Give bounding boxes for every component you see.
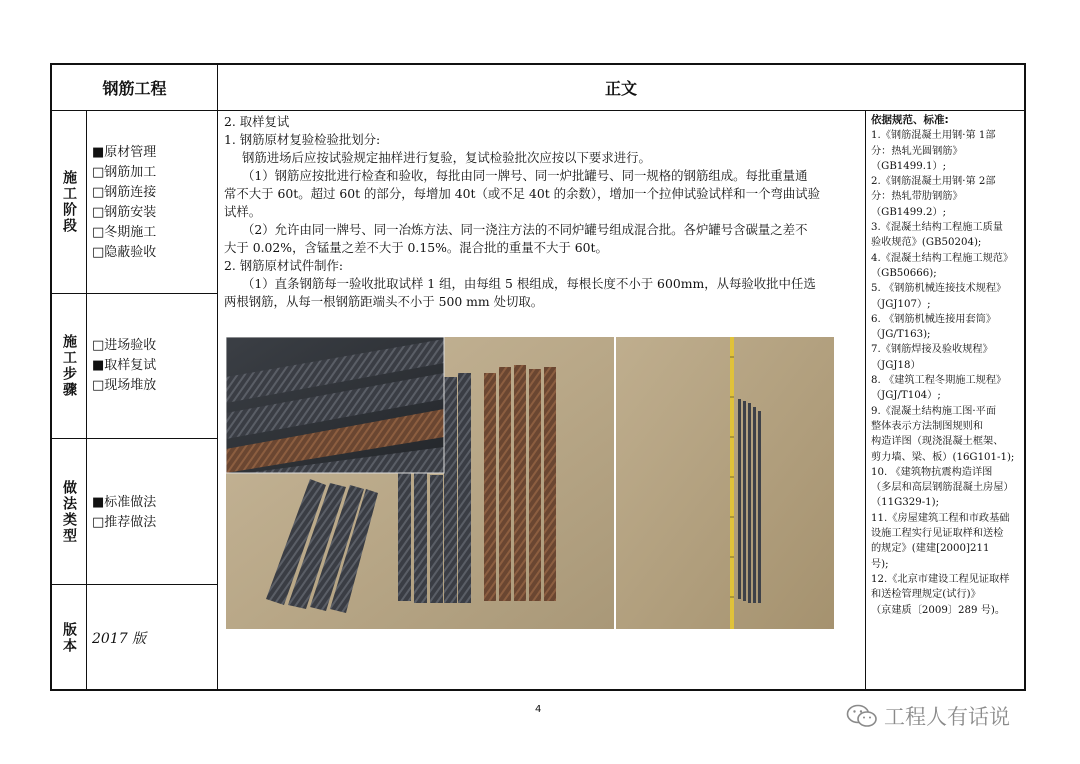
- reference-line: 1.《钢筋混凝土用钢·第 1部: [871, 130, 996, 142]
- sidebar-item: □推荐做法: [92, 515, 157, 530]
- rebar-closeup-inset: [226, 337, 444, 473]
- reference-line: 整体表示方法制图规则和: [871, 420, 984, 432]
- reference-line: 剪力墙、梁、板）(16G101-1);: [871, 451, 1015, 463]
- reference-line: （GB1499.2）;: [871, 206, 947, 218]
- sidebar-item: ■标准做法: [92, 495, 157, 510]
- reference-line: 分：热轧光圆钢筋》: [871, 145, 963, 157]
- reference-line: 12.《北京市建设工程见证取样: [871, 573, 1010, 585]
- reference-line: 2.《钢筋混凝土用钢·第 2部: [871, 176, 996, 188]
- reference-line: 6. 《钢筋机械连接用套筒》: [871, 313, 997, 325]
- sidebar-item: □隐蔽验收: [92, 245, 157, 260]
- sidebar-item: □钢筋加工: [92, 165, 157, 180]
- reference-line: 8. 《建筑工程冬期施工规程》: [871, 375, 1007, 387]
- sidebar-item: □进场验收: [92, 338, 157, 353]
- reference-line: （GB50666);: [871, 267, 937, 279]
- reference-line: （京建质〔2009〕289 号)。: [871, 604, 1006, 616]
- reference-line: （GB1499.1）;: [871, 160, 947, 172]
- references-heading: 依据规范、标准:: [871, 114, 949, 126]
- reference-line: （JGJ107）;: [871, 298, 931, 310]
- reference-line: （多层和高层钢筋混凝土房屋）: [871, 482, 1014, 494]
- reference-line: 的规定》(建建[2000]211: [871, 543, 990, 555]
- reference-line: 10. 《建筑物抗震构造详图: [871, 466, 993, 478]
- reference-line: （11G329-1);: [871, 497, 940, 509]
- main-content: [218, 111, 866, 689]
- rebar-group-rusty: [484, 365, 556, 601]
- document-frame: [50, 63, 1026, 691]
- watermark: [846, 700, 1010, 732]
- reference-line: 9.《混凝土结构施工图·平面: [871, 405, 997, 417]
- reference-line: 5. 《钢筋机械连接技术规程》: [871, 283, 1007, 295]
- paragraph: （1）钢筋应按批进行检查和验收，每批由同一牌号、同一炉批罐号、同一规格的钢筋组成。每批重量通: [242, 168, 808, 183]
- body-text: [224, 113, 859, 311]
- reference-line: 和送检管理规定(试行)》: [871, 589, 981, 601]
- sidebar-item: □现场堆放: [92, 378, 157, 393]
- reference-line: 设施工程实行见证取样和送检: [871, 528, 1004, 540]
- reference-line: 4.《混凝土结构工程施工规范》: [871, 252, 1014, 264]
- section-title: 钢筋工程: [52, 65, 218, 111]
- sidebar-method-type: [52, 439, 218, 585]
- references-list: [871, 128, 1024, 618]
- watermark-text: 工程人有话说: [884, 705, 1010, 729]
- reference-line: （JGJ18）: [871, 359, 921, 371]
- paragraph: 1. 钢筋原材复验检验批划分:: [224, 132, 381, 147]
- paragraph: 钢筋进场后应按试验规定抽样进行复验，复试检验批次应按以下要求进行。: [242, 150, 651, 165]
- sidebar-version: [52, 585, 218, 691]
- reference-line: 验收规范》(GB50204);: [871, 237, 982, 249]
- paragraph: 2. 钢筋原材试件制作:: [224, 258, 344, 273]
- wechat-icon: [846, 703, 878, 729]
- paragraph: （1）直条钢筋每一验收批取试样 1 组，由每组 5 根组成，每根长度不小于 600mm，从每验收批中任选: [242, 276, 816, 291]
- reference-line: 7.《钢筋焊接及验收规程》: [871, 344, 993, 356]
- paragraph: 两根钢筋，从每一根钢筋距端头不小于 500 mm 处切取。: [224, 294, 544, 309]
- sidebar-construction-stage: [52, 111, 218, 294]
- version-value: 2017 版: [92, 631, 147, 647]
- reference-line: （JGJ/T104）;: [871, 390, 941, 402]
- paragraph: 大于 0.02%，含锰量之差不大于 0.15%。混合批的重量不大于 60t。: [224, 240, 608, 255]
- rebar-photos: [226, 337, 834, 629]
- sidebar-construction-steps: [52, 294, 218, 439]
- reference-line: 号);: [871, 558, 889, 570]
- reference-line: （JG/T163);: [871, 329, 931, 341]
- sidebar-item: □钢筋安装: [92, 205, 157, 220]
- sidebar-label: 做法类型: [52, 439, 87, 584]
- sidebar-item: ■取样复试: [92, 358, 157, 373]
- page-number: 4: [535, 704, 542, 715]
- measuring-tape: [730, 337, 734, 629]
- paragraph: 常不大于 60t。超过 60t 的部分，每增加 40t（或不足 40t 的余数），增加一个拉伸试验试样和一个弯曲试验: [224, 186, 821, 201]
- main-title: 正文: [218, 65, 1024, 111]
- reference-line: 11.《房屋建筑工程和市政基础: [871, 512, 1010, 524]
- references-column: [866, 111, 1024, 689]
- sidebar-label: 版本: [52, 585, 87, 691]
- reference-line: 分：热轧带肋钢筋》: [871, 191, 963, 203]
- paragraph: （2）允许由同一牌号、同一冶炼方法、同一浇注方法的不同炉罐号组成混合批。各炉罐号含碳量之差不: [242, 222, 808, 237]
- sidebar-label: 施工阶段: [52, 111, 87, 293]
- reference-line: 3.《混凝土结构工程施工质量: [871, 222, 1003, 234]
- sidebar-item: ■原材管理: [92, 145, 157, 160]
- sidebar-item: □冬期施工: [92, 225, 157, 240]
- sidebar-label: 施工步骤: [52, 294, 87, 438]
- paragraph: 试样。: [224, 204, 262, 219]
- section-heading: 2. 取样复试: [224, 114, 290, 129]
- sidebar-item: □钢筋连接: [92, 185, 157, 200]
- reference-line: 构造详图（现浇混凝土框架、: [871, 436, 1004, 448]
